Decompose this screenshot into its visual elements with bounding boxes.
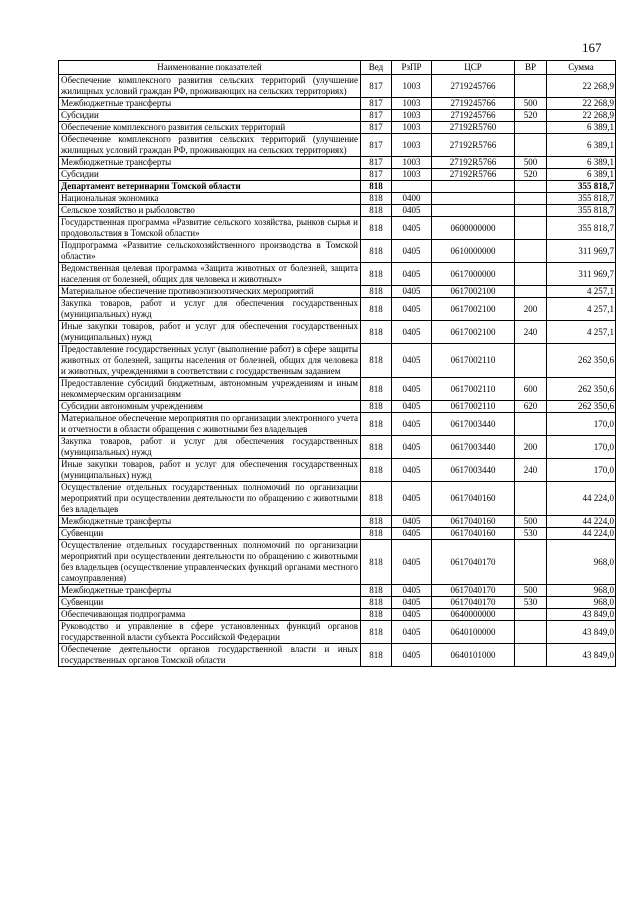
table-row (59, 516, 616, 528)
cell-ved: 817 (361, 157, 392, 169)
cell-sum: 6 389,1 (547, 157, 616, 169)
cell-ved: 818 (361, 401, 392, 413)
cell-vr (515, 217, 547, 240)
cell-rzpr: 0405 (392, 240, 432, 263)
cell-csr: 0617003440 (432, 413, 515, 436)
cell-sum: 43 849,0 (547, 621, 616, 644)
cell-name: Руководство и управление в сфере установленных функций органов государственной власти субъекта Российской Федерации (59, 621, 361, 644)
cell-ved: 818 (361, 378, 392, 401)
cell-vr (515, 75, 547, 98)
table-row (59, 205, 616, 217)
cell-ved: 818 (361, 205, 392, 217)
cell-ved: 817 (361, 98, 392, 110)
cell-rzpr: 1003 (392, 98, 432, 110)
cell-name: Межбюджетные трансферты (59, 98, 361, 110)
cell-name: Материальное обеспечение мероприятия по организации электронного учета и отчетности в области обращения с животными без владельцев (59, 413, 361, 436)
table-row (59, 298, 616, 321)
cell-vr: 600 (515, 378, 547, 401)
cell-name: Обеспечение комплексного развития сельских территорий (улучшение жилищных условий граждан РФ, проживающих на сельских территориях) (59, 75, 361, 98)
cell-name: Межбюджетные трансферты (59, 516, 361, 528)
cell-sum: 355 818,7 (547, 193, 616, 205)
cell-ved: 818 (361, 344, 392, 378)
cell-vr: 520 (515, 169, 547, 181)
cell-csr: 0617040170 (432, 597, 515, 609)
cell-rzpr: 1003 (392, 134, 432, 157)
table-row (59, 540, 616, 585)
cell-csr: 27192R5766 (432, 134, 515, 157)
cell-csr: 0640100000 (432, 621, 515, 644)
cell-vr (515, 344, 547, 378)
cell-ved: 817 (361, 75, 392, 98)
cell-csr: 0617040160 (432, 482, 515, 516)
cell-name: Субсидии автономным учреждениям (59, 401, 361, 413)
cell-ved: 818 (361, 540, 392, 585)
cell-vr (515, 286, 547, 298)
cell-sum: 6 389,1 (547, 122, 616, 134)
col-header-csr: ЦСР (432, 61, 515, 75)
cell-name: Департамент ветеринарии Томской области (59, 181, 361, 193)
col-header-vr: ВР (515, 61, 547, 75)
cell-vr (515, 263, 547, 286)
cell-name: Подпрограмма «Развитие сельскохозяйственного производства в Томской области» (59, 240, 361, 263)
cell-vr: 530 (515, 597, 547, 609)
cell-name: Ведомственная целевая программа «Защита животных от болезней, защита населения от болезней, общих для человека и животных» (59, 263, 361, 286)
cell-csr: 0617002100 (432, 286, 515, 298)
cell-name: Осуществление отдельных государственных полномочий по организации мероприятий при осуществлении деятельности по обращению с животными без владельцев (осуществление управленческих функций органами местного самоуправления) (59, 540, 361, 585)
cell-csr: 0610000000 (432, 240, 515, 263)
cell-rzpr: 1003 (392, 110, 432, 122)
cell-ved: 818 (361, 217, 392, 240)
cell-csr: 0617003440 (432, 459, 515, 482)
cell-name: Национальная экономика (59, 193, 361, 205)
cell-rzpr: 0405 (392, 585, 432, 597)
cell-ved: 818 (361, 516, 392, 528)
cell-sum: 968,0 (547, 597, 616, 609)
cell-sum: 43 849,0 (547, 644, 616, 667)
cell-ved: 817 (361, 122, 392, 134)
cell-name: Предоставление государственных услуг (выполнение работ) в сфере защиты животных от болезней, защиты населения от болезней, общих для человека и животных, учреждениями в соответствии с государственным заданием (59, 344, 361, 378)
cell-sum: 6 389,1 (547, 134, 616, 157)
cell-sum: 355 818,7 (547, 181, 616, 193)
cell-name: Государственная программа «Развитие сельского хозяйства, рынков сырья и продовольствия в Томской области» (59, 217, 361, 240)
cell-sum: 6 389,1 (547, 169, 616, 181)
cell-ved: 818 (361, 644, 392, 667)
cell-name: Закупка товаров, работ и услуг для обеспечения государственных (муниципальных) нужд (59, 298, 361, 321)
cell-vr (515, 205, 547, 217)
cell-sum: 44 224,0 (547, 528, 616, 540)
cell-rzpr: 0405 (392, 205, 432, 217)
table-header (59, 61, 616, 75)
cell-sum: 311 969,7 (547, 240, 616, 263)
cell-vr: 240 (515, 459, 547, 482)
cell-csr: 0617040170 (432, 585, 515, 597)
cell-sum: 170,0 (547, 413, 616, 436)
cell-sum: 4 257,1 (547, 298, 616, 321)
cell-csr: 0640101000 (432, 644, 515, 667)
cell-rzpr: 0405 (392, 286, 432, 298)
budget-table (58, 60, 616, 667)
cell-csr: 0617040160 (432, 516, 515, 528)
cell-name: Предоставление субсидий бюджетным, автономным учреждениям и иным некоммерческим организациям (59, 378, 361, 401)
cell-csr: 0600000000 (432, 217, 515, 240)
cell-rzpr: 0405 (392, 263, 432, 286)
cell-csr: 0617003440 (432, 436, 515, 459)
cell-rzpr: 1003 (392, 157, 432, 169)
cell-name: Субсидии (59, 169, 361, 181)
cell-sum: 44 224,0 (547, 482, 616, 516)
cell-rzpr: 1003 (392, 75, 432, 98)
cell-vr (515, 609, 547, 621)
cell-name: Субвенции (59, 528, 361, 540)
cell-sum: 968,0 (547, 585, 616, 597)
cell-vr: 530 (515, 528, 547, 540)
table-row (59, 482, 616, 516)
cell-vr: 520 (515, 110, 547, 122)
col-header-sum: Сумма (547, 61, 616, 75)
cell-vr: 500 (515, 585, 547, 597)
cell-name: Межбюджетные трансферты (59, 157, 361, 169)
cell-ved: 818 (361, 298, 392, 321)
cell-name: Сельское хозяйство и рыболовство (59, 205, 361, 217)
cell-rzpr: 0405 (392, 344, 432, 378)
cell-vr (515, 413, 547, 436)
col-header-rzpr: РзПР (392, 61, 432, 75)
cell-ved: 818 (361, 413, 392, 436)
cell-rzpr: 0405 (392, 597, 432, 609)
table-row (59, 169, 616, 181)
table-row (59, 413, 616, 436)
cell-vr (515, 621, 547, 644)
cell-csr: 0640000000 (432, 609, 515, 621)
cell-vr: 620 (515, 401, 547, 413)
table-row (59, 378, 616, 401)
cell-csr: 27192R5766 (432, 169, 515, 181)
cell-csr (432, 181, 515, 193)
cell-csr: 0617002110 (432, 401, 515, 413)
cell-csr: 0617002100 (432, 321, 515, 344)
table-row (59, 157, 616, 169)
table-row (59, 609, 616, 621)
cell-rzpr: 0405 (392, 528, 432, 540)
cell-sum: 170,0 (547, 436, 616, 459)
table-row (59, 436, 616, 459)
table-row (59, 193, 616, 205)
table-row (59, 75, 616, 98)
cell-csr: 2719245766 (432, 110, 515, 122)
table-row (59, 122, 616, 134)
cell-rzpr: 1003 (392, 169, 432, 181)
cell-name: Осуществление отдельных государственных полномочий по организации мероприятий при осуществлении деятельности по обращению с животными без владельцев (59, 482, 361, 516)
cell-rzpr: 0405 (392, 609, 432, 621)
cell-name: Материальное обеспечение противоэпизоотических мероприятий (59, 286, 361, 298)
cell-rzpr: 0400 (392, 193, 432, 205)
cell-vr: 500 (515, 516, 547, 528)
cell-ved: 818 (361, 286, 392, 298)
cell-ved: 818 (361, 609, 392, 621)
cell-ved: 818 (361, 528, 392, 540)
table-row (59, 263, 616, 286)
cell-name: Обеспечение деятельности органов государственной власти и иных государственных органов Томской области (59, 644, 361, 667)
cell-vr (515, 540, 547, 585)
cell-name: Иные закупки товаров, работ и услуг для обеспечения государственных (муниципальных) нужд (59, 321, 361, 344)
cell-csr: 2719245766 (432, 75, 515, 98)
table-row (59, 621, 616, 644)
cell-sum: 44 224,0 (547, 516, 616, 528)
cell-name: Обеспечение комплексного развития сельских территорий (59, 122, 361, 134)
cell-ved: 818 (361, 321, 392, 344)
cell-csr: 0617002110 (432, 344, 515, 378)
cell-ved: 818 (361, 436, 392, 459)
cell-rzpr: 0405 (392, 298, 432, 321)
cell-rzpr (392, 181, 432, 193)
table-row (59, 286, 616, 298)
cell-vr (515, 240, 547, 263)
cell-ved: 818 (361, 597, 392, 609)
cell-ved: 818 (361, 621, 392, 644)
cell-vr: 200 (515, 298, 547, 321)
col-header-name: Наименование показателей (59, 61, 361, 75)
cell-rzpr: 0405 (392, 401, 432, 413)
cell-name: Иные закупки товаров, работ и услуг для обеспечения государственных (муниципальных) нужд (59, 459, 361, 482)
cell-vr (515, 482, 547, 516)
cell-sum: 262 350,6 (547, 401, 616, 413)
cell-sum: 262 350,6 (547, 344, 616, 378)
cell-rzpr: 0405 (392, 459, 432, 482)
cell-rzpr: 0405 (392, 644, 432, 667)
cell-name: Обеспечение комплексного развития сельских территорий (улучшение жилищных условий граждан РФ, проживающих на сельских территориях) (59, 134, 361, 157)
cell-vr: 500 (515, 157, 547, 169)
cell-csr: 0617000000 (432, 263, 515, 286)
cell-rzpr: 0405 (392, 621, 432, 644)
cell-csr: 0617040160 (432, 528, 515, 540)
table-row (59, 134, 616, 157)
cell-sum: 4 257,1 (547, 286, 616, 298)
cell-rzpr: 0405 (392, 217, 432, 240)
cell-rzpr: 0405 (392, 378, 432, 401)
cell-name: Субсидии (59, 110, 361, 122)
cell-sum: 22 268,9 (547, 98, 616, 110)
cell-vr (515, 193, 547, 205)
table-row (59, 217, 616, 240)
cell-sum: 262 350,6 (547, 378, 616, 401)
cell-ved: 818 (361, 482, 392, 516)
cell-ved: 818 (361, 240, 392, 263)
cell-ved: 818 (361, 263, 392, 286)
cell-sum: 170,0 (547, 459, 616, 482)
cell-sum: 355 818,7 (547, 217, 616, 240)
table-row (59, 240, 616, 263)
cell-sum: 4 257,1 (547, 321, 616, 344)
cell-ved: 818 (361, 193, 392, 205)
cell-rzpr: 0405 (392, 540, 432, 585)
cell-csr: 2719245766 (432, 98, 515, 110)
cell-name: Субвенции (59, 597, 361, 609)
cell-vr: 240 (515, 321, 547, 344)
cell-vr: 500 (515, 98, 547, 110)
table-row (59, 344, 616, 378)
cell-sum: 22 268,9 (547, 75, 616, 98)
cell-ved: 818 (361, 585, 392, 597)
cell-rzpr: 0405 (392, 413, 432, 436)
table-row (59, 181, 616, 193)
cell-ved: 818 (361, 181, 392, 193)
cell-rzpr: 0405 (392, 436, 432, 459)
cell-csr: 27192R5766 (432, 157, 515, 169)
cell-csr: 27192R5760 (432, 122, 515, 134)
table-row (59, 597, 616, 609)
cell-rzpr: 1003 (392, 122, 432, 134)
cell-sum: 43 849,0 (547, 609, 616, 621)
table-row (59, 98, 616, 110)
table-row (59, 585, 616, 597)
cell-csr (432, 205, 515, 217)
cell-name: Закупка товаров, работ и услуг для обеспечения государственных (муниципальных) нужд (59, 436, 361, 459)
table-row (59, 459, 616, 482)
cell-rzpr: 0405 (392, 321, 432, 344)
cell-csr (432, 193, 515, 205)
cell-ved: 817 (361, 134, 392, 157)
cell-ved: 818 (361, 459, 392, 482)
table-row (59, 110, 616, 122)
cell-vr (515, 644, 547, 667)
cell-vr: 200 (515, 436, 547, 459)
col-header-ved: Вед (361, 61, 392, 75)
cell-sum: 968,0 (547, 540, 616, 585)
cell-csr: 0617002110 (432, 378, 515, 401)
cell-sum: 311 969,7 (547, 263, 616, 286)
cell-ved: 817 (361, 110, 392, 122)
cell-rzpr: 0405 (392, 482, 432, 516)
cell-csr: 0617002100 (432, 298, 515, 321)
cell-rzpr: 0405 (392, 516, 432, 528)
cell-vr (515, 181, 547, 193)
cell-name: Межбюджетные трансферты (59, 585, 361, 597)
cell-sum: 355 818,7 (547, 205, 616, 217)
page-number: 167 (582, 40, 602, 55)
cell-vr (515, 122, 547, 134)
cell-vr (515, 134, 547, 157)
cell-sum: 22 268,9 (547, 110, 616, 122)
table-row (59, 321, 616, 344)
cell-csr: 0617040170 (432, 540, 515, 585)
table-row (59, 401, 616, 413)
table-row (59, 644, 616, 667)
table-row (59, 528, 616, 540)
cell-ved: 817 (361, 169, 392, 181)
cell-name: Обеспечивающая подпрограмма (59, 609, 361, 621)
